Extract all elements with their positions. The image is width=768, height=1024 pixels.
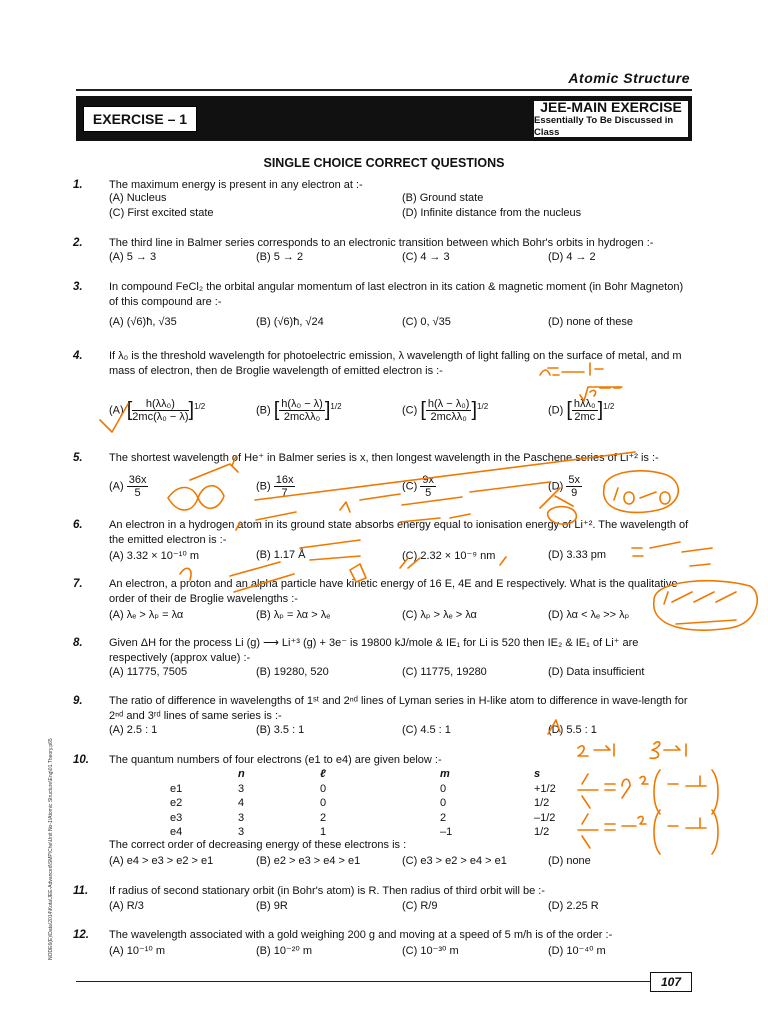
option-c: (C) First excited state bbox=[109, 207, 214, 219]
question-stem: In compound FeCl₂ the orbital angular momentum of last electron in its cation & magnetic moment (in Bohr Magneton) of this compound are :- bbox=[109, 281, 684, 308]
scribble bbox=[300, 540, 366, 582]
option-label: (C) bbox=[402, 404, 418, 417]
table-row: e1 3 0 0 +1/2 bbox=[170, 782, 556, 795]
scribble bbox=[650, 742, 686, 758]
question-stem: If λ₀ is the threshold wavelength for photoelectric emission, λ wavelength of light falling on the surface of metal, and m mass of electron, then de Broglie wavelength of emitted electron is :- bbox=[109, 350, 682, 377]
option-d: (D) none of these bbox=[548, 316, 633, 328]
option-d: (D) $\frac{5x}{9}$ bbox=[548, 474, 580, 499]
question-stem: If radius of second stationary orbit (in Bohr's atom) is R. Then radius of third orbit will be :- bbox=[109, 885, 545, 897]
option-a: (A) λₑ > λₚ = λα bbox=[109, 609, 184, 621]
question-number: 4. bbox=[73, 350, 83, 362]
question-stem: The wavelength associated with a gold weighing 200 g and moving at a speed of 5 m/h is of the order :- bbox=[109, 929, 613, 941]
chapter-title: Atomic Structure bbox=[568, 70, 690, 86]
option-d: (D) none bbox=[548, 855, 591, 867]
option-b: (B) 10⁻²⁰ m bbox=[256, 945, 313, 957]
option-a: (A) 2.5 : 1 bbox=[109, 724, 158, 736]
table-row: e3 3 2 2 –1/2 bbox=[170, 811, 556, 824]
exercise-label: EXERCISE – 1 bbox=[83, 106, 197, 132]
option-c: (C) R/9 bbox=[402, 900, 438, 912]
formula: $\frac{\text{h(λ − λ₀)}}{\text{2mcλλ₀}}$ bbox=[427, 398, 470, 423]
option-a: (A) 5 → 3 bbox=[109, 251, 157, 263]
fraction: $\frac{16x}{7}$ bbox=[275, 474, 294, 499]
option-d: (D) 5.5 : 1 bbox=[548, 724, 597, 736]
question-number: 8. bbox=[73, 637, 83, 649]
table-row: e4 3 1 –1 1/2 bbox=[170, 826, 550, 839]
option-b: (B) 5 → 2 bbox=[256, 251, 304, 263]
option-c: (C) 2.32 × 10⁻⁹ nm bbox=[402, 550, 496, 562]
table-row: e2 4 0 0 1/2 bbox=[170, 797, 550, 810]
question-stem: An electron in a hydrogen atom in its ground state absorbs energy equal to ionisation energy of Li⁺². The wavelength of the emitted electron is :- bbox=[109, 519, 689, 546]
option-b: (B) [ $\frac{\text{h(λ₀ − λ)}}{\text{2mcλλ₀}}$ ]$^{1/2}$ bbox=[256, 398, 342, 423]
option-label: (A) bbox=[109, 404, 124, 417]
scribble bbox=[632, 542, 712, 566]
option-d: (D) 10⁻⁴⁰ m bbox=[548, 945, 606, 957]
formula: $\frac{\text{h(λλ₀)}}{\text{2mc(λ₀ − λ)}}$ bbox=[132, 398, 189, 423]
question-number: 11. bbox=[73, 885, 89, 897]
question-number: 7. bbox=[73, 578, 83, 590]
option-a: (A) (√6)ħ, √35 bbox=[109, 316, 177, 328]
file-path-text: NODE6(E)\Data\2014\Kota\JEE-Advanced\SMP\Che\Unit No-1\Atomic Structure\Eng\01.Theory.p65 bbox=[48, 738, 54, 960]
option-d: (D) 2.25 R bbox=[548, 900, 599, 912]
circle-note bbox=[548, 507, 577, 524]
option-c: (C) 4.5 : 1 bbox=[402, 724, 451, 736]
fraction: $\frac{9x}{5}$ bbox=[422, 474, 434, 499]
question-number: 9. bbox=[73, 695, 83, 707]
fraction: $\frac{5x}{9}$ bbox=[568, 474, 580, 499]
option-c: (C) $\frac{9x}{5}$ bbox=[402, 474, 434, 499]
option-b: (B) 19280, 520 bbox=[256, 666, 329, 678]
scribble bbox=[578, 814, 646, 848]
scribble bbox=[255, 452, 635, 500]
scribble bbox=[540, 363, 603, 375]
option-a: (A) 11775, 7505 bbox=[109, 666, 188, 678]
jee-box-title: JEE-MAIN EXERCISE bbox=[540, 99, 682, 115]
option-a: (A) $\frac{36x}{5}$ bbox=[109, 474, 147, 499]
table-header-row: n ℓ m s bbox=[238, 768, 541, 781]
question-number: 5. bbox=[73, 452, 83, 464]
option-b: (B) Ground state bbox=[402, 192, 484, 204]
option-d: (D) [ $\frac{\text{hλλ₀}}{2mc}$ ]$^{1/2}$ bbox=[548, 398, 615, 423]
scribble bbox=[654, 810, 718, 854]
tick-mark bbox=[548, 720, 560, 734]
option-b: (B) 3.5 : 1 bbox=[256, 724, 305, 736]
option-c: (C) λₚ > λₑ > λα bbox=[402, 609, 477, 621]
option-c: (C) e3 > e2 > e4 > e1 bbox=[402, 855, 507, 867]
question-stem: Given ΔH for the process Li (g) ⟶ Li⁺³ (g) + 3e⁻ is 19800 kJ/mole & IE₁ for Li is 520 then IE₂ & IE₁ of Li⁺ are respectively (approx value) :- bbox=[109, 637, 639, 664]
option-c: (C) 0, √35 bbox=[402, 316, 451, 328]
jee-box-subtitle: Essentially To Be Discussed in Class bbox=[534, 115, 674, 138]
option-c: (C) 4 → 3 bbox=[402, 251, 450, 263]
option-b: (B) 1.17 Å bbox=[256, 549, 306, 561]
tick-mark bbox=[100, 404, 128, 432]
option-a: (A) e4 > e3 > e2 > e1 bbox=[109, 855, 214, 867]
option-a: (A) Nucleus bbox=[109, 192, 167, 204]
option-label: (B) bbox=[256, 404, 271, 417]
section-heading: SINGLE CHOICE CORRECT QUESTIONS bbox=[263, 156, 505, 170]
scribble bbox=[190, 456, 238, 480]
scribble bbox=[614, 488, 670, 504]
formula: $\frac{\text{hλλ₀}}{2mc}$ bbox=[573, 398, 596, 423]
scribble bbox=[578, 744, 614, 756]
option-b: (B) (√6)ħ, √24 bbox=[256, 316, 324, 328]
question-number: 1. bbox=[73, 179, 83, 191]
option-a: (A) [ $\frac{\text{h(λλ₀)}}{\text{2mc(λ₀ − λ)}}$ ]$^{1/2}$ bbox=[109, 398, 206, 423]
option-label: (D) bbox=[548, 404, 564, 417]
question-stem: The ratio of difference in wavelengths of 1ˢᵗ and 2ⁿᵈ lines of Lyman series in H-like atom to difference in wave-length for 2ⁿᵈ and 3ʳᵈ lines of same series is :- bbox=[109, 695, 688, 722]
option-d: (D) Data insufficient bbox=[548, 666, 645, 678]
option-d: (D) 3.33 pm bbox=[548, 549, 607, 561]
question-stem: The maximum energy is present in any electron at :- bbox=[109, 179, 363, 191]
option-d: (D) Infinite distance from the nucleus bbox=[402, 207, 582, 219]
formula: $\frac{\text{h(λ₀ − λ)}}{\text{2mcλλ₀}}$ bbox=[281, 398, 323, 423]
option-a: (A) R/3 bbox=[109, 900, 144, 912]
option-a: (A) 10⁻¹⁰ m bbox=[109, 945, 166, 957]
scribble bbox=[580, 387, 622, 401]
option-d: (D) λα < λₑ >> λₚ bbox=[548, 609, 630, 621]
question-number: 2. bbox=[73, 237, 83, 249]
option-b: (B) $\frac{16x}{7}$ bbox=[256, 474, 294, 499]
question-stem-continued: The correct order of decreasing energy of these electrons is : bbox=[109, 839, 407, 851]
question-number: 3. bbox=[73, 281, 83, 293]
scribble bbox=[578, 774, 648, 808]
question-stem: The quantum numbers of four electrons (e1 to e4) are given below :- bbox=[109, 754, 442, 766]
scribble bbox=[664, 592, 736, 624]
scribble bbox=[654, 770, 718, 814]
scribble bbox=[400, 488, 573, 522]
question-number: 6. bbox=[73, 519, 83, 531]
option-c: (C) [ $\frac{\text{h(λ − λ₀)}}{\text{2mcλλ₀}}$ ]$^{1/2}$ bbox=[402, 398, 489, 423]
question-stem: An electron, a proton and an alpha particle have kinetic energy of 16 E, 4E and E respectively. What is the qualitative order of their de Broglie wavelengths :- bbox=[109, 578, 678, 605]
scribble bbox=[168, 486, 224, 510]
question-stem: The shortest wavelength of He⁺ in Balmer series is x, then longest wavelength in the Paschene series of Li⁺² is :- bbox=[109, 452, 659, 464]
page-number: 107 bbox=[650, 972, 692, 992]
scribble bbox=[236, 512, 296, 530]
option-b: (B) 9R bbox=[256, 900, 288, 912]
scribble bbox=[340, 482, 550, 512]
option-a: (A) 3.32 × 10⁻¹⁰ m bbox=[109, 550, 199, 562]
option-c: (C) 10⁻³⁰ m bbox=[402, 945, 459, 957]
scribble bbox=[400, 557, 506, 568]
option-b: (B) e2 > e3 > e4 > e1 bbox=[256, 855, 361, 867]
option-d: (D) 4 → 2 bbox=[548, 251, 596, 263]
option-b: (B) λₚ = λα > λₑ bbox=[256, 609, 331, 621]
question-stem: The third line in Balmer series corresponds to an electronic transition between which Bohr's orbits in hydrogen :- bbox=[109, 237, 654, 249]
fraction: $\frac{36x}{5}$ bbox=[128, 474, 147, 499]
scribble bbox=[180, 562, 294, 592]
question-number: 10. bbox=[73, 754, 89, 766]
question-number: 12. bbox=[73, 929, 89, 941]
option-c: (C) 11775, 19280 bbox=[402, 666, 487, 678]
